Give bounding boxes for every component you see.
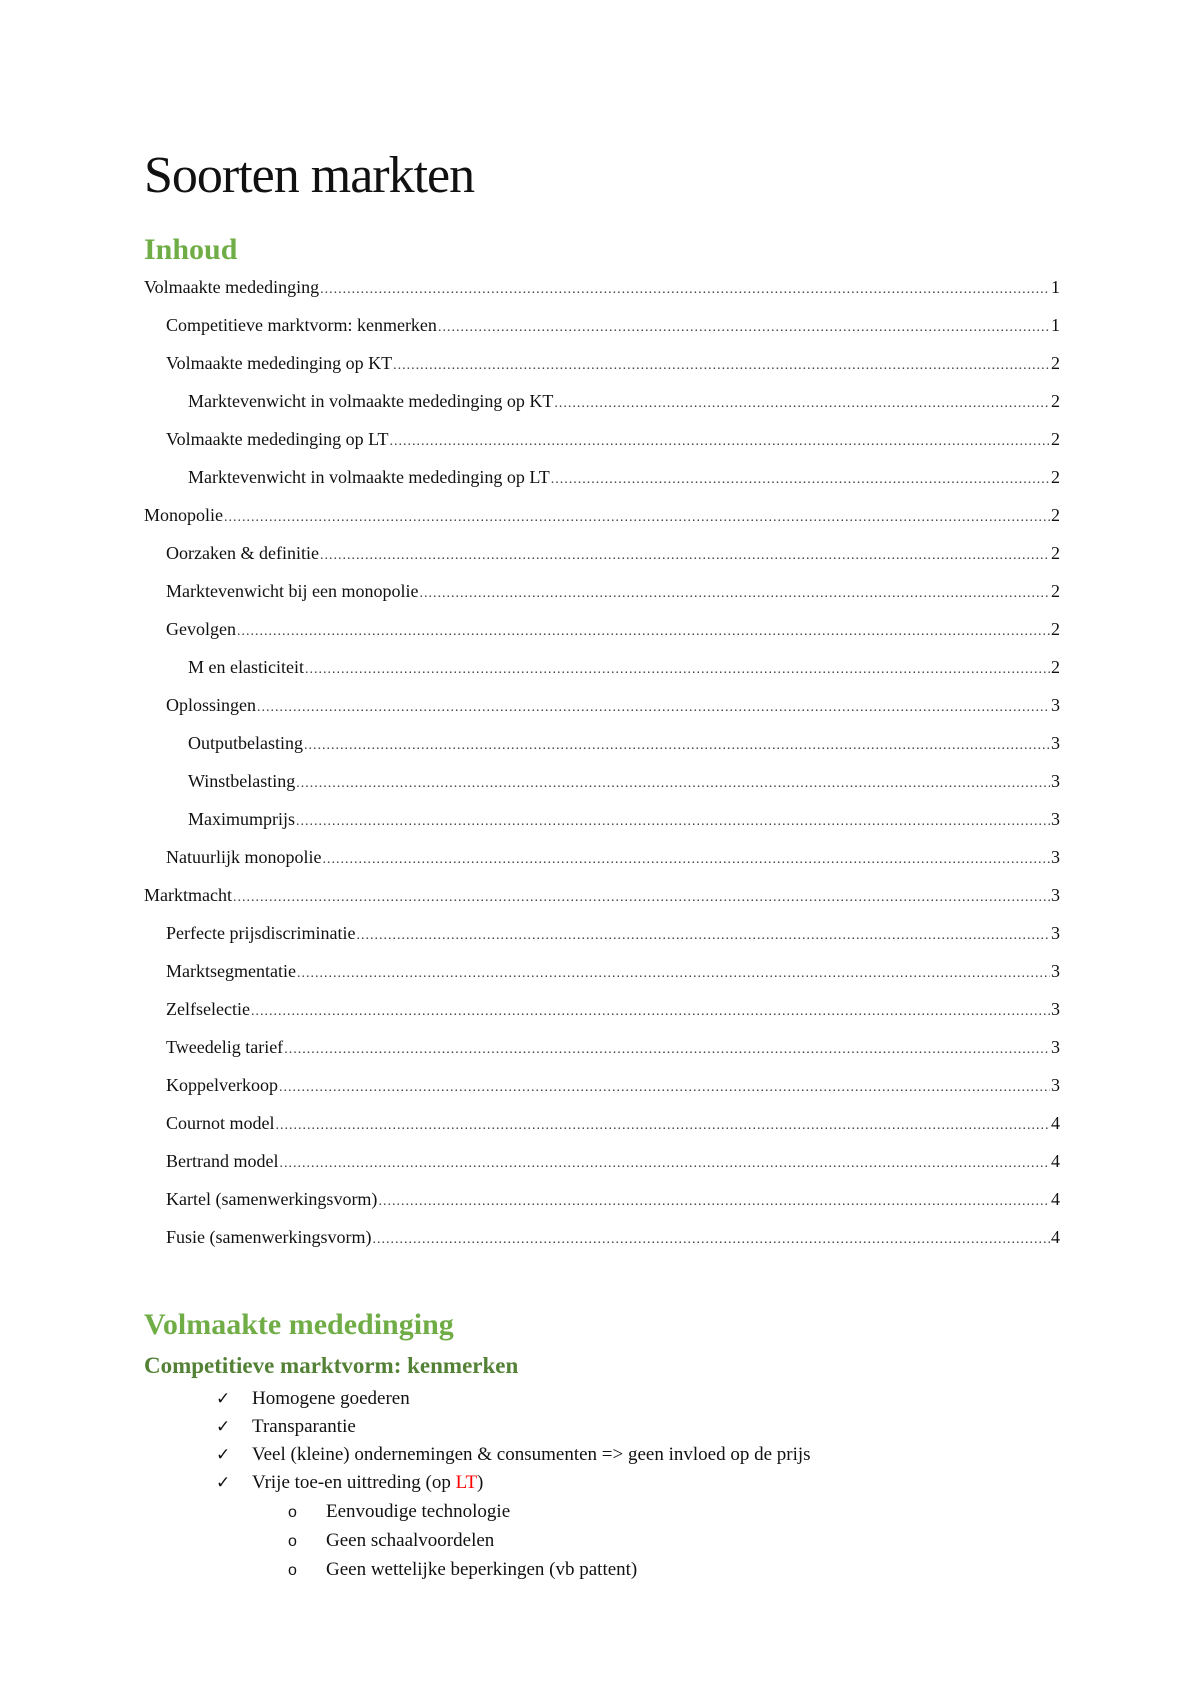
toc-entry[interactable] xyxy=(144,536,1060,574)
checkmark-icon: ✓ xyxy=(216,1417,231,1437)
toc-entry[interactable] xyxy=(144,916,1060,954)
circle-bullet-icon: o xyxy=(288,1504,297,1521)
checkmark-icon: ✓ xyxy=(216,1389,231,1409)
toc-entry[interactable] xyxy=(144,992,1060,1030)
toc-page-number: 4 xyxy=(1051,1189,1060,1209)
toc-entry-label: Marktmacht xyxy=(144,885,232,905)
toc-entry[interactable] xyxy=(144,1030,1060,1068)
toc-entry-label: Oorzaken & definitie xyxy=(166,543,319,563)
toc-page-number: 2 xyxy=(1051,429,1060,449)
toc-entry-label: Outputbelasting xyxy=(188,733,303,753)
checklist-item-text-suffix: ) xyxy=(477,1472,484,1493)
toc-entry[interactable] xyxy=(144,1220,1060,1258)
toc-dot-leader xyxy=(296,805,1050,839)
toc-page-number: 2 xyxy=(1051,467,1060,487)
toc-entry-label: M en elasticiteit xyxy=(188,657,304,677)
toc-dot-leader xyxy=(389,425,1050,459)
toc-page-number: 4 xyxy=(1051,1227,1060,1247)
document-title: Soorten markten xyxy=(144,147,475,204)
toc-entry[interactable] xyxy=(144,726,1060,764)
checklist-item xyxy=(216,1469,1116,1497)
toc-entry-label: Natuurlijk monopolie xyxy=(166,847,322,867)
checkmark-icon: ✓ xyxy=(216,1473,231,1493)
checklist-item xyxy=(216,1441,1116,1469)
highlighted-term: LT xyxy=(455,1472,478,1493)
toc-entry-label: Fusie (samenwerkingsvorm) xyxy=(166,1227,372,1247)
toc-entry[interactable] xyxy=(144,308,1060,346)
toc-page-number: 3 xyxy=(1051,847,1060,867)
toc-entry[interactable] xyxy=(144,270,1060,308)
toc-entry[interactable] xyxy=(144,954,1060,992)
toc-page-number: 2 xyxy=(1051,581,1060,601)
sublist-item-text: Eenvoudige technologie xyxy=(326,1501,511,1522)
toc-entry[interactable] xyxy=(144,688,1060,726)
checklist-item-text-prefix: Vrije toe-en uittreding (op xyxy=(252,1472,456,1493)
toc-entry[interactable] xyxy=(144,878,1060,916)
toc-page-number: 4 xyxy=(1051,1151,1060,1171)
toc-dot-leader xyxy=(233,881,1050,915)
toc-page-number: 2 xyxy=(1051,657,1060,677)
toc-page-number: 2 xyxy=(1051,391,1060,411)
sublist-item xyxy=(216,1555,1116,1584)
section-heading: Volmaakte mededinging xyxy=(144,1308,454,1341)
checklist-item xyxy=(216,1413,1116,1441)
toc-entry-label: Kartel (samenwerkingsvorm) xyxy=(166,1189,378,1209)
checklist-sublist xyxy=(216,1497,1116,1584)
toc-dot-leader xyxy=(320,539,1050,573)
toc-entry[interactable] xyxy=(144,650,1060,688)
toc-page-number: 3 xyxy=(1051,809,1060,829)
checklist-sublist-container xyxy=(216,1497,1116,1584)
toc-entry-label: Marktevenwicht in volmaakte mededinging op LT xyxy=(188,467,550,487)
toc-entry[interactable] xyxy=(144,460,1060,498)
toc-page-number: 3 xyxy=(1051,1075,1060,1095)
toc-page-number: 1 xyxy=(1051,315,1060,335)
checkmark-icon: ✓ xyxy=(216,1445,231,1465)
toc-entry-label: Winstbelasting xyxy=(188,771,296,791)
toc-dot-leader xyxy=(322,843,1050,877)
checklist-item-text: Transparantie xyxy=(252,1416,356,1437)
toc-entry[interactable] xyxy=(144,840,1060,878)
toc-entry-label: Volmaakte mededinging op KT xyxy=(166,353,393,373)
toc-heading: Inhoud xyxy=(144,233,238,266)
sublist-item-text: Geen schaalvoordelen xyxy=(326,1530,495,1551)
toc-page-number: 2 xyxy=(1051,353,1060,373)
toc-dot-leader xyxy=(297,957,1050,991)
circle-bullet-icon: o xyxy=(288,1562,297,1579)
toc-dot-leader xyxy=(251,995,1050,1029)
toc-page-number: 2 xyxy=(1051,543,1060,563)
toc-page-number: 2 xyxy=(1051,505,1060,525)
toc-entry-label: Competitieve marktvorm: kenmerken xyxy=(166,315,437,335)
toc-page-number: 3 xyxy=(1051,695,1060,715)
sublist-item-text: Geen wettelijke beperkingen (vb pattent) xyxy=(326,1559,638,1580)
toc-dot-leader xyxy=(320,273,1050,307)
toc-entry[interactable] xyxy=(144,1182,1060,1220)
toc-page-number: 4 xyxy=(1051,1113,1060,1133)
toc-entry[interactable] xyxy=(144,1106,1060,1144)
toc-page-number: 3 xyxy=(1051,961,1060,981)
toc-entry[interactable] xyxy=(144,1068,1060,1106)
toc-entry[interactable] xyxy=(144,1144,1060,1182)
toc-entry-label: Tweedelig tarief xyxy=(166,1037,284,1057)
sublist-item xyxy=(216,1497,1116,1526)
toc-page-number: 3 xyxy=(1051,1037,1060,1057)
toc-entry-label: Volmaakte mededinging xyxy=(144,277,320,297)
toc-entry-label: Bertrand model xyxy=(166,1151,279,1171)
toc-dot-leader xyxy=(554,387,1050,421)
toc-entry-label: Marktevenwicht bij een monopolie xyxy=(166,581,419,601)
toc-entry-label: Cournot model xyxy=(166,1113,275,1133)
toc-dot-leader xyxy=(372,1223,1050,1257)
toc-page-number: 3 xyxy=(1051,733,1060,753)
toc-entry-label: Gevolgen xyxy=(166,619,236,639)
toc-dot-leader xyxy=(393,349,1050,383)
toc-entry[interactable] xyxy=(144,498,1060,536)
toc-page-number: 2 xyxy=(1051,619,1060,639)
checklist-item xyxy=(216,1385,1116,1413)
toc-dot-leader xyxy=(551,463,1050,497)
checklist-item-text: Homogene goederen xyxy=(252,1388,410,1409)
table-of-contents xyxy=(144,270,1060,1258)
toc-dot-leader xyxy=(279,1071,1050,1105)
checklist-item-text: Veel (kleine) ondernemingen & consumenten => geen invloed op de prijs xyxy=(252,1444,811,1465)
toc-entry-label: Marktsegmentatie xyxy=(166,961,296,981)
toc-dot-leader xyxy=(438,311,1050,345)
toc-entry-label: Koppelverkoop xyxy=(166,1075,278,1095)
toc-dot-leader xyxy=(305,653,1050,687)
toc-dot-leader xyxy=(276,1109,1051,1143)
toc-entry-label: Volmaakte mededinging op LT xyxy=(166,429,389,449)
toc-dot-leader xyxy=(296,767,1050,801)
toc-page-number: 1 xyxy=(1051,277,1060,297)
circle-bullet-icon: o xyxy=(288,1533,297,1550)
toc-entry-label: Zelfselectie xyxy=(166,999,250,1019)
toc-dot-leader xyxy=(279,1147,1050,1181)
toc-dot-leader xyxy=(224,501,1050,535)
toc-dot-leader xyxy=(237,615,1050,649)
section-subheading: Competitieve marktvorm: kenmerken xyxy=(144,1353,519,1378)
toc-entry-label: Marktevenwicht in volmaakte mededinging op KT xyxy=(188,391,554,411)
toc-dot-leader xyxy=(284,1033,1050,1067)
toc-entry-label: Perfecte prijsdiscriminatie xyxy=(166,923,356,943)
sublist-item xyxy=(216,1526,1116,1555)
toc-entry-label: Oplossingen xyxy=(166,695,256,715)
toc-dot-leader xyxy=(304,729,1050,763)
toc-entry-label: Monopolie xyxy=(144,505,223,525)
toc-page-number: 3 xyxy=(1051,923,1060,943)
toc-page-number: 3 xyxy=(1051,885,1060,905)
toc-entry[interactable] xyxy=(144,574,1060,612)
toc-dot-leader xyxy=(356,919,1050,953)
toc-dot-leader xyxy=(419,577,1050,611)
toc-entry[interactable] xyxy=(144,346,1060,384)
toc-entry[interactable] xyxy=(144,384,1060,422)
toc-entry[interactable] xyxy=(144,764,1060,802)
toc-entry[interactable] xyxy=(144,802,1060,840)
toc-page-number: 3 xyxy=(1051,999,1060,1019)
toc-entry[interactable] xyxy=(144,612,1060,650)
toc-page-number: 3 xyxy=(1051,771,1060,791)
toc-dot-leader xyxy=(257,691,1050,725)
toc-entry-label: Maximumprijs xyxy=(188,809,295,829)
toc-dot-leader xyxy=(378,1185,1050,1219)
toc-entry[interactable] xyxy=(144,422,1060,460)
feature-checklist xyxy=(216,1385,1116,1584)
